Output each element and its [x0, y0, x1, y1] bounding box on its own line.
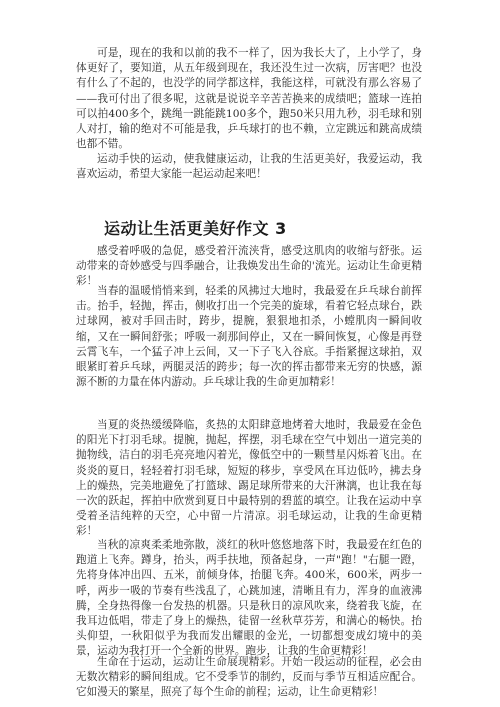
section-paragraph-3: 当夏的炎热缓缓降临，炙热的太阳肆意地烤着大地时，我最爱在金色的阳光下打羽毛球。提腕，抛起，挥摆，羽毛球在空气中划出一道完美的抛物线，洁白的羽毛亮亮地闪着光，像低空中的一颗彗星闪烁着飞出。在炎炎的夏日，轻轻着打羽毛球，短短的移步，享受风在耳边低吟，拂去身上的燥热，完美地避免了打篮球、踢足球所带来的大汗淋漓，也让我在每一次的跃起，挥拍中欣赏到夏日中最特别的碧蓝的填空。让我在运动中享受着圣洁纯粹的天空，心中留一片清凉。羽毛球运动，让我的生命更精彩！ — [76, 419, 422, 538]
section-paragraph-2: 当春的温暖悄悄来到，轻柔的风拂过大地时，我最爱在乒乓球台前挥击。抬手，轻抛，挥击，侧收打出一个完美的旋球，看着它轻点球台，跌过球网，被对手回击时，跨步，提腕，狠狠地扣杀，小螳肌肉一瞬间收缩，又在一瞬间舒张；呼吸一刹那间停止，又在一瞬间恢复，心像是再登云霄飞车，一个猛子冲上云间，又一下子飞入谷底。手指紧握这球拍，双眼紧盯着乒乓球，两腿灵活的跨步；每一次的挥击都带来无穷的快感，源源不断的力量在体内游动。乒乓球让我的生命更加精彩！ — [76, 285, 422, 389]
section-paragraph-4: 当秋的凉爽柔柔地弥散，淡红的秋叶悠悠地落下时，我最爱在红色的跑道上飞奔。蹲身，抬头，两手扶地，预备起身，一声"跑！"右腿一蹬，先将身体冲出四、五米，前倾身体，抬腿飞奔。400米，600米，两步一呼，两步一吸的节奏有些浅乱了，心跳加速，清晰且有力，浑身的血液沸腾，全身热得像一台发热的机器。只是秋日的凉风吹来，绕着我飞旋，在我耳边低唱，带走了身上的燥热，徒留一丝秋草芬芳，和满心的畅快。抬头仰望，一秋阳似乎为我而发出耀眼的金光，一切都想变成幻境中的美景，运动为我打开一个全新的世界。跑步，让我的生命更精彩！ — [76, 539, 422, 658]
section-paragraph-1: 感受着呼吸的急促，感受着汗流浃背，感受这肌肉的收缩与舒张。运动带来的奇妙感受与四季融合，让我焕发出生命的'流光。运动让生命更精彩！ — [76, 245, 422, 288]
intro-paragraph-1: 可是，现在的我和以前的我不一样了，因为我长大了，上小学了，身体更好了，要知道，从五年级到现在，我还没生过一次病，厉害吧？也没有什么了不起的，也没学的同学都这样，我能这样，可就没有那么容易了——我可付出了很多呢，这就是说说辛辛苦苦换来的成绩吧；篮球一连拍可以拍400多个，跳绳一跳能跳100多个，跑50米只用九秒，羽毛球和别人对打，输的绝对不可能是我，乒乓球打的也不赖，立定跳远和跳高成绩也都不错。 — [76, 47, 422, 151]
section-paragraph-5: 生命在于运动，运动让生命展现精彩。开始一段运动的征程，必会由无数次精彩的瞬间组成。它不受季节的制约，反而与季节互相适应配合。它如漫天的繁星，照亮了每个生命的前程；运动，让生命更精彩！ — [76, 656, 422, 699]
section-title: 运动让生活更美好作文 3 — [104, 219, 287, 238]
intro-paragraph-2: 运动手快的运动，使我健康运动，让我的生活更美好，我爱运动，我喜欢运动，希望大家能一起运动起来吧！ — [76, 153, 422, 181]
